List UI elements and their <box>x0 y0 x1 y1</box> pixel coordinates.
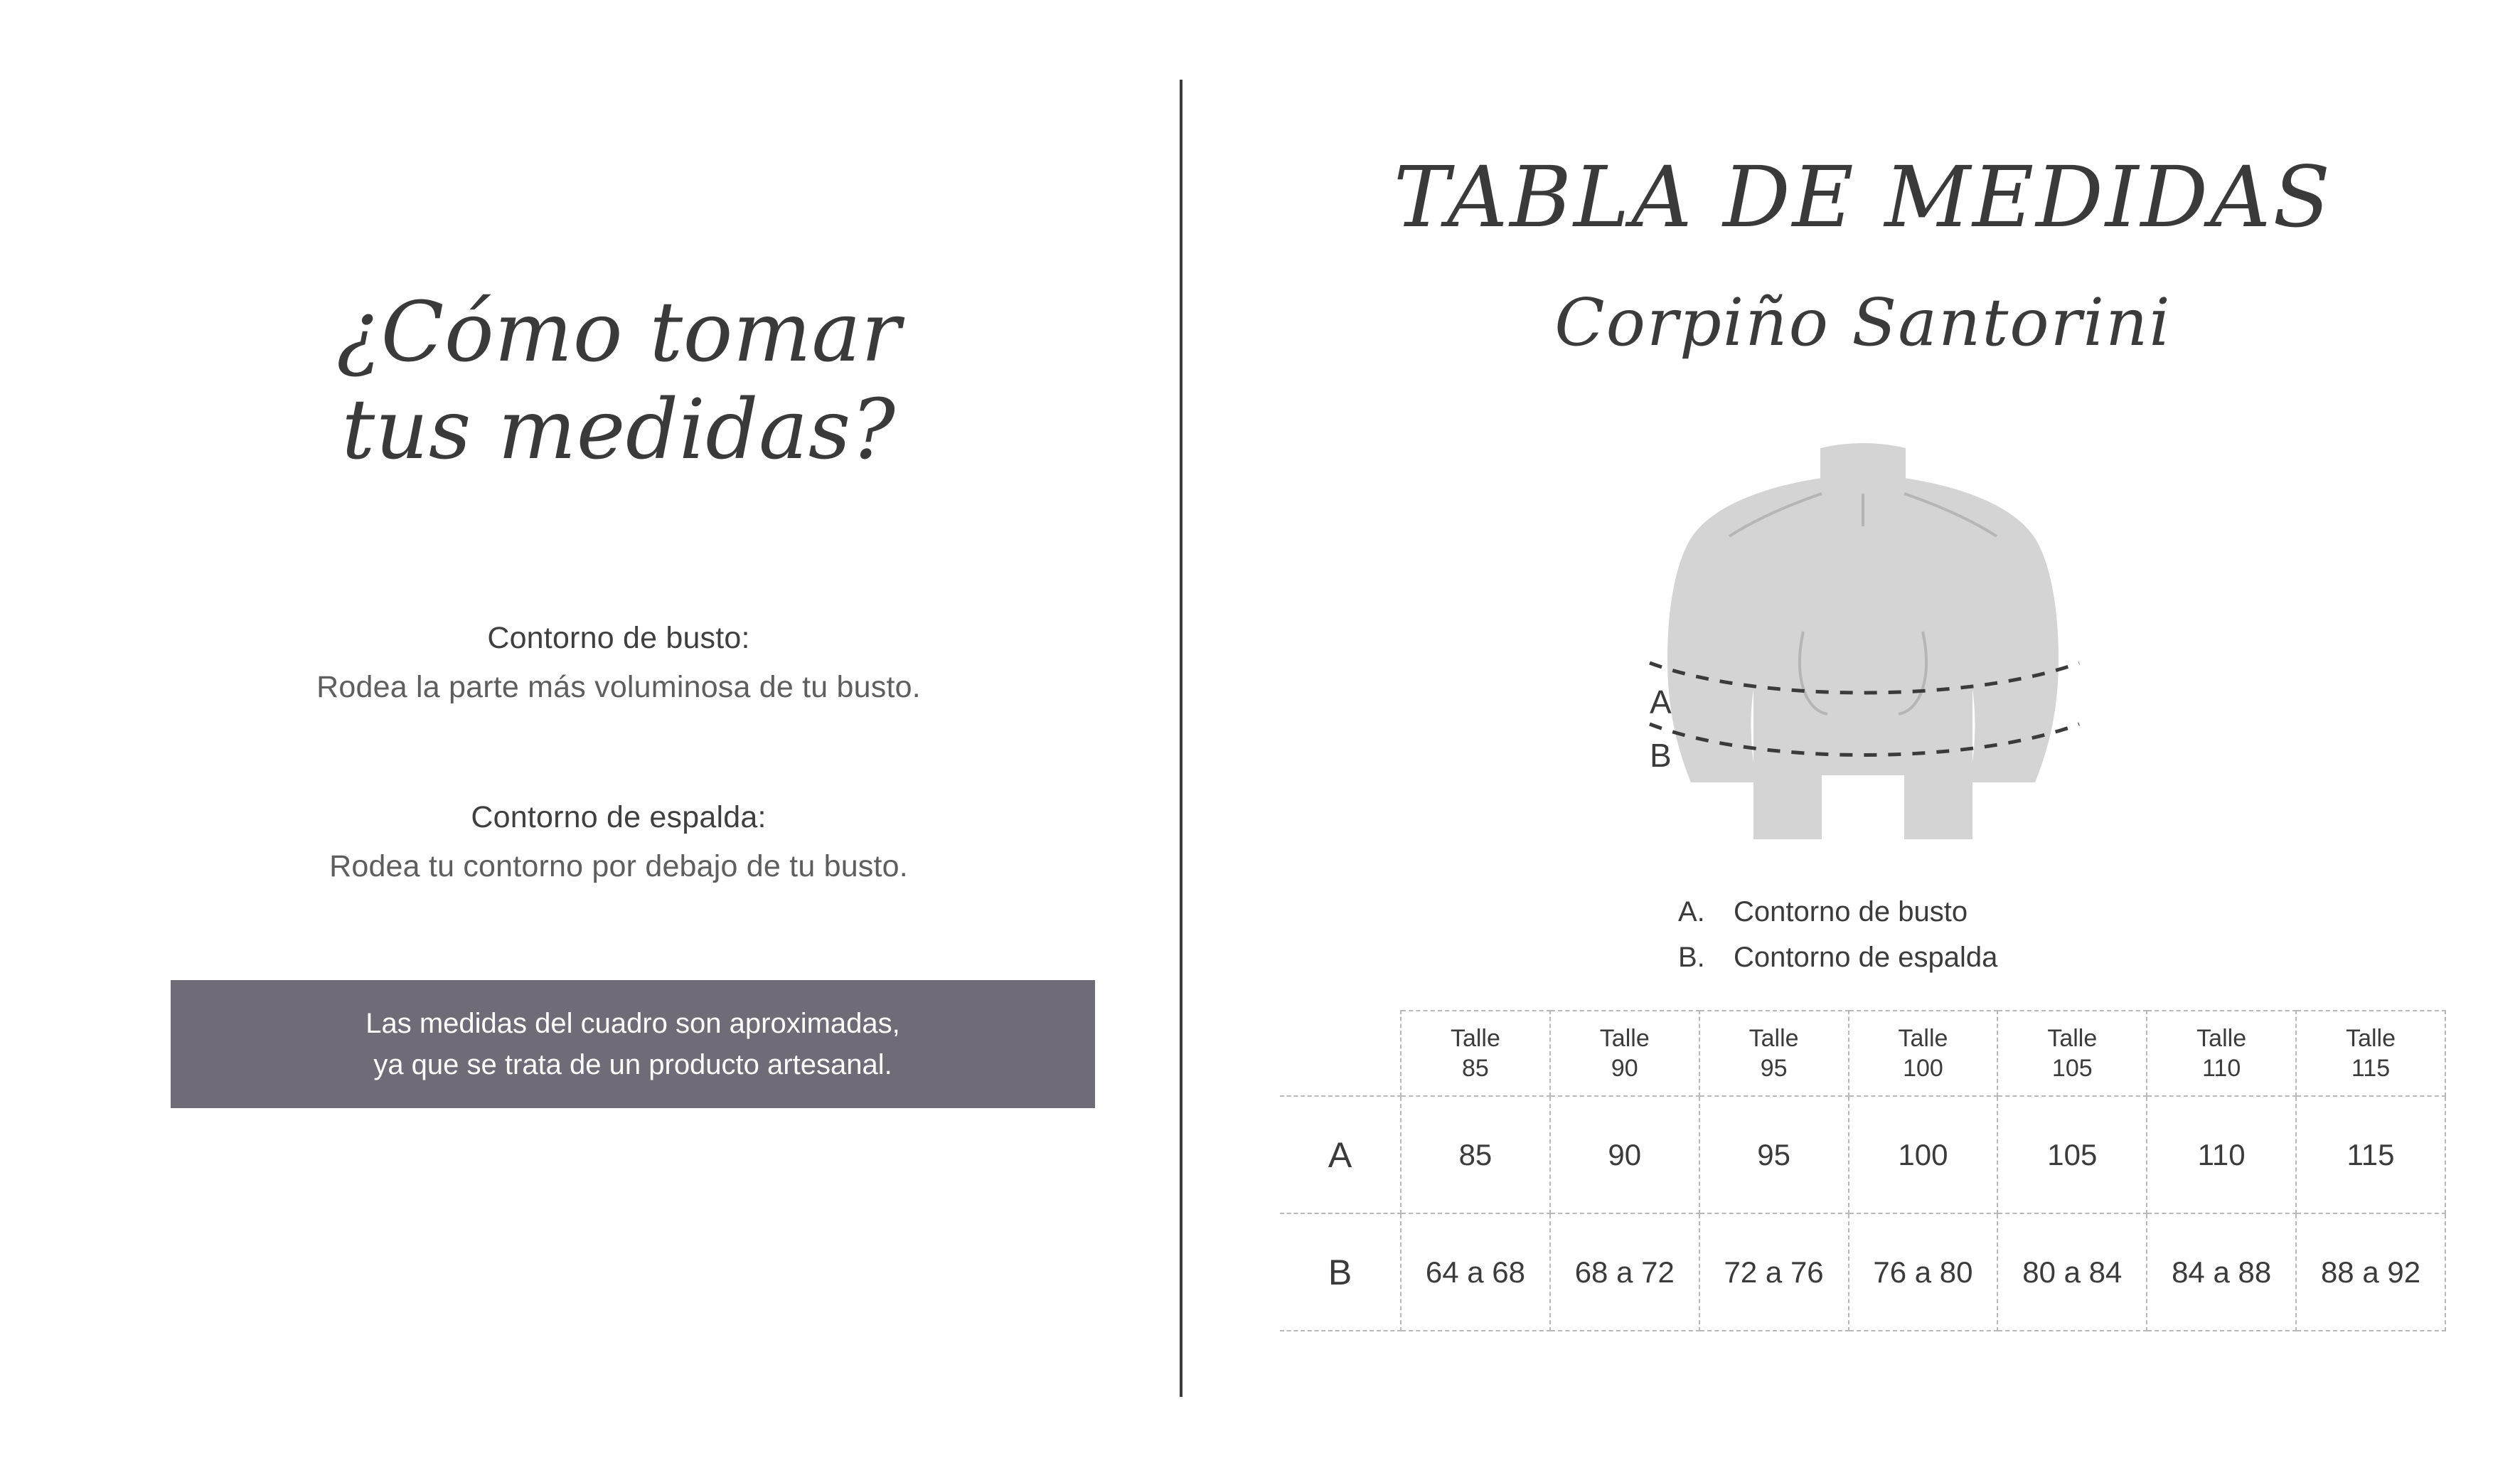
right-panel <box>1237 0 2489 1473</box>
size-table-cell: 68 a 72 <box>1550 1213 1699 1331</box>
approximate-measures-note-line1: Las medidas del cuadro son aproximadas, <box>365 1008 900 1039</box>
size-table-col-prefix: Talle <box>2047 1024 2098 1052</box>
size-table-cell: 95 <box>1699 1096 1849 1213</box>
size-table-cell: 115 <box>2296 1096 2445 1213</box>
size-table-cell: 85 <box>1401 1096 1550 1213</box>
size-table-col-header <box>1401 1011 1550 1096</box>
size-table-col-prefix: Talle <box>2196 1024 2247 1052</box>
size-table-row-label: A <box>1280 1096 1401 1213</box>
size-table-cell: 64 a 68 <box>1401 1213 1550 1331</box>
measure-instruction-bust-heading: Contorno de busto: <box>487 621 750 655</box>
size-table-cell: 90 <box>1550 1096 1699 1213</box>
size-table <box>1280 1010 2446 1331</box>
size-table-col-value: 105 <box>2051 1055 2093 1082</box>
torso-illustration-svg <box>1543 441 2183 896</box>
legend-item-a-key: A. <box>1678 896 1705 927</box>
how-to-measure-title-line1: ¿Cómo tomar <box>336 285 902 381</box>
legend-item-a-label: Contorno de busto <box>1734 896 1968 927</box>
size-table-col-value: 85 <box>1462 1055 1489 1082</box>
size-table-col-header <box>1699 1011 1849 1096</box>
page-title: TABLA DE MEDIDAS <box>1393 148 2333 246</box>
size-table-col-header <box>2147 1011 2296 1096</box>
size-table-row-label: B <box>1280 1213 1401 1331</box>
diagram-marker-a: A <box>1650 684 1672 720</box>
measure-instruction-back <box>92 800 1145 884</box>
size-table-header-row <box>1280 1011 2445 1096</box>
size-table-col-prefix: Talle <box>2346 1024 2396 1052</box>
approximate-measures-note-line2: ya que se trata de un producto artesanal. <box>373 1049 892 1080</box>
size-table-body <box>1280 1096 2445 1331</box>
measure-instruction-bust <box>92 621 1145 705</box>
legend-item-b-key: B. <box>1678 942 1705 973</box>
legend-item-b <box>1678 935 2318 980</box>
size-table-col-header <box>1550 1011 1699 1096</box>
measure-instruction-back-text: Rodea tu contorno por debajo de tu busto. <box>329 849 908 883</box>
approximate-measures-note <box>171 980 1095 1108</box>
left-panel <box>92 0 1145 1473</box>
size-table-cell: 76 a 80 <box>1849 1213 1998 1331</box>
size-table-col-prefix: Talle <box>1748 1024 1799 1052</box>
size-table-cell: 72 a 76 <box>1699 1213 1849 1331</box>
size-table-col-prefix: Talle <box>1898 1024 1948 1052</box>
table-row <box>1280 1213 2445 1331</box>
measure-instruction-bust-text: Rodea la parte más voluminosa de tu busto. <box>316 670 921 704</box>
size-table-cell: 110 <box>2147 1096 2296 1213</box>
size-table-head <box>1280 1011 2445 1096</box>
size-table-col-value: 90 <box>1611 1055 1638 1082</box>
table-row <box>1280 1096 2445 1213</box>
size-table-col-value: 100 <box>1903 1055 1943 1082</box>
size-table-col-value: 110 <box>2202 1055 2241 1082</box>
size-table-cell: 100 <box>1849 1096 1998 1213</box>
diagram-legend <box>1678 889 2318 980</box>
legend-item-a <box>1678 889 2318 935</box>
vertical-divider <box>1180 80 1182 1397</box>
measure-instruction-back-heading: Contorno de espalda: <box>471 800 767 834</box>
product-subtitle: Corpiño Santorini <box>1554 285 2172 361</box>
size-table-cell: 105 <box>1997 1096 2147 1213</box>
how-to-measure-title <box>92 285 1145 479</box>
size-table-col-value: 115 <box>2351 1055 2391 1082</box>
size-table-col-header <box>1997 1011 2147 1096</box>
size-table-col-header <box>2296 1011 2445 1096</box>
legend-item-b-label: Contorno de espalda <box>1734 942 1998 973</box>
size-table-col-value: 95 <box>1760 1055 1788 1082</box>
torso-diagram <box>1543 441 2183 896</box>
size-table-col-prefix: Talle <box>1599 1024 1650 1052</box>
size-table-col-header <box>1849 1011 1998 1096</box>
diagram-marker-b: B <box>1650 737 1672 774</box>
size-table-cell: 80 a 84 <box>1997 1213 2147 1331</box>
size-table-cell: 88 a 92 <box>2296 1213 2445 1331</box>
size-table-wrapper <box>1280 1010 2474 1331</box>
size-table-corner-cell <box>1280 1011 1401 1096</box>
size-table-col-prefix: Talle <box>1450 1024 1500 1052</box>
how-to-measure-title-line2: tus medidas? <box>341 381 896 478</box>
size-table-cell: 84 a 88 <box>2147 1213 2296 1331</box>
